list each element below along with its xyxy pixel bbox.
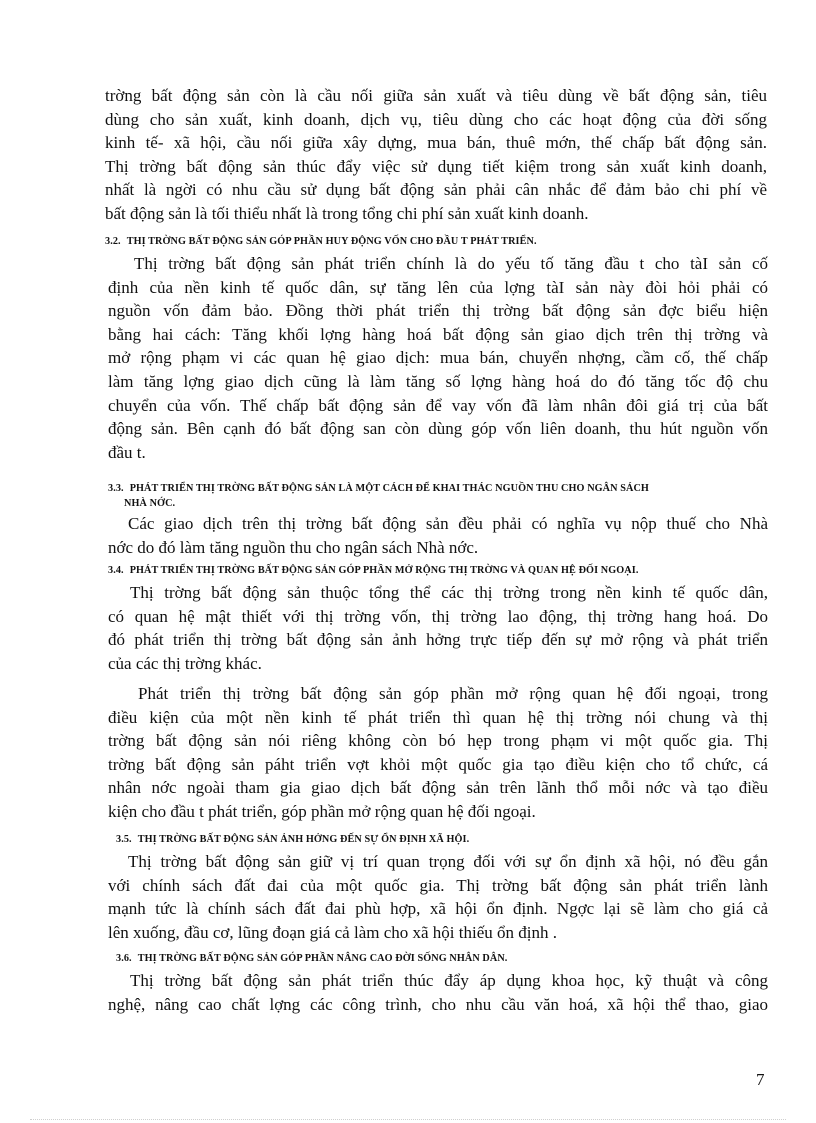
paragraph-capital	[108, 252, 768, 464]
text-line: nhất là ngời có nhu cầu sử dụng bất động sản phải cân nhắc để đảm bảo chi phí về	[105, 180, 767, 200]
section-title-cont: NHÀ NỚC.	[124, 498, 176, 509]
paragraph-social-stability	[108, 850, 768, 944]
section-heading-3-3-cont	[124, 498, 175, 509]
page-bottom-rule	[30, 1119, 786, 1120]
paragraph-intro	[105, 84, 767, 226]
section-heading-3-2	[105, 236, 537, 247]
text-line: điều kiện của một nền kinh tế phát triển thì quan hệ thị trờng nói chung và thị	[108, 707, 768, 727]
text-line: lên xuống, đầu cơ, lũng đoạn giá cả làm cho xã hội thiếu ổn định .	[108, 922, 557, 942]
text-line: trờng bất động sản nói riêng không còn bó hẹp trong phạm vi một quốc gia. Thị	[108, 731, 768, 751]
section-number: 3.3.	[108, 483, 124, 494]
text-line: Thị trờng bất động sản thuộc tổng thể các thị trờng trong nền kinh tế quốc dân,	[130, 583, 768, 602]
text-line: trờng bất động sản còn là cầu nối giữa sản xuất và tiêu dùng về bất động sản, tiêu	[105, 86, 767, 105]
text-line: nguồn vốn đảm bảo. Đồng thời phát triển thị trờng bất động sản đợc biểu hiện	[108, 301, 768, 321]
text-line: bất động sản là tối thiểu nhất là trong tổng chi phí sản xuất kinh doanh.	[105, 203, 589, 223]
section-heading-3-5	[116, 834, 469, 845]
text-line: trờng bất động sản páht triển vợt khỏi một quốc gia tạo điều kiện cho tổ chức, cá	[108, 754, 768, 774]
paragraph-budget	[108, 512, 768, 559]
text-line: chuyển của vốn. Thế chấp bất động sản để vay vốn đã làm nhân đôi giá trị của bất	[108, 395, 768, 415]
text-line: Phát triển thị trờng bất động sản góp phần mở rộng quan hệ đối ngoại, trong	[138, 684, 768, 703]
text-line: kinh tế- xã hội, cầu nối giữa xây dựng, mua bán, thuê mớn, thế chấp bất động sản.	[105, 133, 767, 153]
text-line: đó phát triển thị trờng bất động sản ảnh hởng trực tiếp đến sự mở rộng và phát triển	[108, 630, 768, 650]
section-title: PHÁT TRIỂN THỊ TRỜNG BẤT ĐỘNG SẢN GÓP PHẦN MỞ RỘNG THỊ TRỜNG VÀ QUAN HỆ ĐỐI NGOẠI.	[129, 565, 639, 576]
paragraph-market-links	[108, 581, 768, 675]
text-line: nhân nớc ngoài tham gia giao dịch bất động sản trên lãnh thổ mỗi nớc và tạo điều	[108, 778, 768, 798]
text-line: bằng hai cách: Tăng khối lợng hàng hoá bất động sản giao dịch trên thị trờng và	[108, 324, 768, 344]
section-heading-3-3	[108, 483, 649, 494]
page-number: 7	[756, 1070, 765, 1089]
text-line: Các giao dịch trên thị trờng bất động sản đều phải có nghĩa vụ nộp thuế cho Nhà	[128, 514, 768, 533]
section-number: 3.6.	[116, 953, 132, 964]
text-line: Thị trờng bất động sản giữ vị trí quan trọng đối với sự ổn định xã hội, nó đều gắn	[128, 852, 768, 871]
section-title: PHÁT TRIỂN THỊ TRỜNG BẤT ĐỘNG SẢN LÀ MỘT CÁCH ĐỂ KHAI THÁC NGUỒN THU CHO NGÂN SÁCH	[129, 483, 649, 494]
text-line: nghệ, nâng cao chất lợng các công trình, cho nhu cầu văn hoá, xã hội thể thao, giao	[108, 994, 768, 1014]
section-number: 3.4.	[108, 565, 124, 576]
text-line: định của nền kinh tế quốc dân, sự tăng lên của lợng tàI sản này đòi hỏi phải có	[108, 277, 768, 297]
text-line: với chính sách đất đai của một quốc gia. Thị trờng bất động sản phát triển lành	[108, 875, 768, 895]
text-line: động sản. Bên cạnh đó bất động san còn dùng góp vốn liên doanh, thu hút nguồn vốn	[108, 419, 768, 439]
text-line: Thị trờng bất động sản phát triển thúc đẩy áp dụng khoa học, kỹ thuật và công	[130, 971, 768, 990]
text-line: Thị trờng bất động sản phát triển chính là do yếu tố tăng đầu t cho tàI sản cố	[134, 254, 768, 273]
section-number: 3.2.	[105, 236, 121, 247]
text-line: Thị trờng bất động sản thúc đẩy việc sử dụng tiết kiệm trong sản xuất kinh doanh,	[105, 156, 767, 176]
section-title: THỊ TRỜNG BẤT ĐỘNG SẢN GÓP PHẦN NÂNG CAO ĐỜI SỐNG NHÂN DÂN.	[137, 953, 508, 964]
paragraph-foreign-relations	[108, 682, 768, 824]
text-line: đầu t.	[108, 442, 146, 462]
text-line: mạnh tức là chính sách đất đai phù hợp, xã hội ổn định. Ngợc lại sẽ làm cho giá cả	[108, 899, 768, 919]
paragraph-living-standards	[108, 969, 768, 1016]
text-line: dùng cho sản xuất, kinh doanh, dịch vụ, tiêu dùng cho các hoạt động của đời sống	[105, 109, 767, 129]
text-line: kiện cho đầu t phát triển, góp phần mở rộng quan hệ đối ngoại.	[108, 801, 536, 821]
text-line: mở rộng phạm vi các quan hệ giao dịch: mua bán, chuyển nhợng, cầm cố, thế chấp	[108, 348, 768, 368]
section-number: 3.5.	[116, 834, 132, 845]
section-title: THỊ TRỜNG BẤT ĐỘNG SẢN GÓP PHẦN HUY ĐỘNG VỐN CHO ĐẦU T PHÁT TRIỂN.	[126, 236, 537, 247]
section-heading-3-4	[108, 565, 638, 576]
section-title: THỊ TRỜNG BẤT ĐỘNG SẢN ẢNH HỞNG ĐẾN SỰ ỔN ĐỊNH XÃ HỘI.	[137, 834, 470, 845]
section-heading-3-6	[116, 953, 507, 964]
text-line: nớc do đó làm tăng nguồn thu cho ngân sách Nhà nớc.	[108, 537, 479, 557]
text-line: của các thị trờng khác.	[108, 653, 262, 673]
text-line: có quan hệ mật thiết với thị trờng vốn, thị trờng lao động, thị trờng hang hoá. Do	[108, 606, 768, 626]
text-line: làm tăng lợng giao dịch cũng là làm tăng số lợng hàng hoá do đó tăng tốc độ chu	[108, 371, 768, 391]
